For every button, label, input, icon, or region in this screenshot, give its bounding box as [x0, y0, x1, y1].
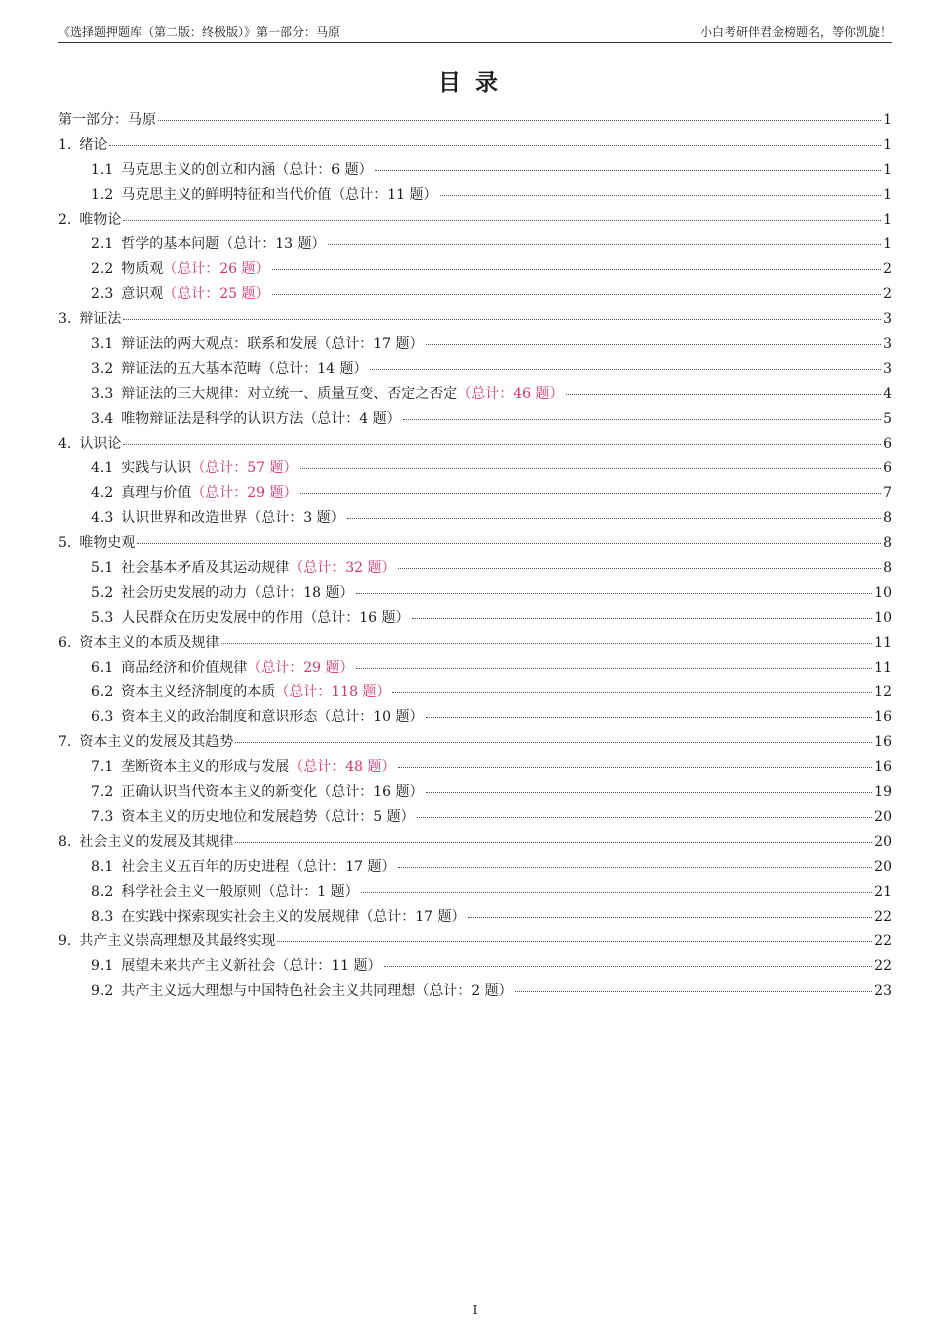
toc-entry-page: 3 [883, 360, 892, 377]
toc-entry-number: 5.2 [91, 584, 114, 601]
toc-subentry[interactable] [58, 680, 892, 705]
toc-entry-title: 资本主义的发展及其趋势 [79, 734, 234, 751]
toc-subentry[interactable] [58, 656, 892, 681]
page-title: 目录 [438, 70, 512, 96]
page-number: I [472, 1303, 478, 1317]
toc-entry-number: 3.3 [91, 385, 114, 402]
toc-entry-title: 资本主义的政治制度和意识形态 [121, 709, 318, 726]
toc-entry-number: 6. [58, 634, 72, 651]
toc-entry-number: 7.3 [91, 808, 114, 825]
dot-leader [515, 991, 873, 992]
toc-entry-count: （总计：17 题） [359, 908, 466, 925]
toc-entry-number: 5.3 [91, 609, 114, 626]
dot-leader [384, 966, 873, 967]
toc-entry-title: 认识论 [79, 435, 122, 452]
dot-leader [123, 444, 881, 445]
toc-entry-title: 马克思主义的创立和内涵 [121, 161, 276, 178]
toc-entry-title: 辩证法的五大基本范畴 [121, 360, 262, 377]
toc-entry-number: 6.3 [91, 709, 114, 726]
toc-subentry[interactable] [58, 780, 892, 805]
toc-entry-number: 4.3 [91, 510, 114, 527]
toc-entry-number: 9.2 [91, 983, 114, 1000]
toc-entry-number: 3.1 [91, 336, 114, 353]
toc-entry-title: 辩证法的三大规律：对立统一、质量互变、否定之否定 [121, 385, 458, 402]
toc-entry[interactable] [58, 929, 892, 954]
dot-leader [328, 244, 882, 245]
toc-entry-number: 1. [58, 136, 72, 153]
toc-entry-page: 23 [874, 983, 892, 1000]
dot-leader [109, 145, 881, 146]
toc-entry-title: 物质观 [121, 261, 164, 278]
toc-subentry[interactable] [58, 805, 892, 830]
toc-entry-title: 资本主义经济制度的本质 [121, 684, 276, 701]
toc-entry-count: （总计：32 题） [289, 560, 396, 577]
toc-entry-title: 辩证法的两大观点：联系和发展 [121, 336, 318, 353]
toc-entry-number: 9.1 [91, 958, 114, 975]
dot-leader [426, 792, 873, 793]
toc-entry-title: 科学社会主义一般原则 [121, 883, 262, 900]
toc-entry[interactable] [58, 108, 892, 133]
toc-entry-page: 6 [883, 460, 892, 477]
toc-entry-count: （总计：6 题） [275, 161, 373, 178]
dot-leader [426, 717, 873, 718]
toc-entry-number: 8.2 [91, 883, 114, 900]
toc-entry-count: （总计：18 题） [247, 584, 354, 601]
dot-leader [272, 269, 882, 270]
toc-entry-page: 19 [874, 784, 892, 801]
toc-entry-number: 7.2 [91, 784, 114, 801]
toc-entry-count: （总计：46 题） [457, 385, 564, 402]
toc-entry-page: 1 [883, 186, 892, 203]
toc-entry-count: （总计：3 题） [247, 510, 345, 527]
toc-entry-title: 真理与价值 [121, 485, 192, 502]
toc-entry[interactable] [58, 531, 892, 556]
toc-subentry[interactable] [58, 581, 892, 606]
dot-leader [566, 394, 882, 395]
toc-entry-page: 7 [883, 485, 892, 502]
toc-subentry[interactable] [58, 905, 892, 930]
dot-leader [370, 369, 882, 370]
toc-subentry[interactable] [58, 282, 892, 307]
header-left: 《选择题押题库（第二版：终极版）》第一部分：马原 [58, 25, 341, 39]
toc-subentry[interactable] [58, 606, 892, 631]
toc-entry-number: 6.2 [91, 684, 114, 701]
toc-entry-title: 正确认识当代资本主义的新变化 [121, 784, 318, 801]
toc-subentry[interactable] [58, 556, 892, 581]
toc-entry-count: （总计：4 题） [303, 410, 401, 427]
toc-entry-count: （总计：1 题） [261, 883, 359, 900]
toc-entry-count: （总计：26 题） [163, 261, 270, 278]
toc-subentry[interactable] [58, 382, 892, 407]
toc-entry-page: 16 [874, 709, 892, 726]
toc-entry-page: 10 [874, 609, 892, 626]
toc-entry[interactable] [58, 730, 892, 755]
toc-subentry[interactable] [58, 979, 892, 1004]
toc-entry-number: 3. [58, 311, 72, 328]
toc-entry-page: 1 [883, 211, 892, 228]
toc-entry-page: 20 [874, 833, 892, 850]
dot-leader [277, 941, 872, 942]
toc-subentry[interactable] [58, 755, 892, 780]
toc-entry-count: （总计：17 题） [289, 858, 396, 875]
toc-entry-count: （总计：29 题） [247, 659, 354, 676]
toc-subentry[interactable] [58, 183, 892, 208]
toc-subentry[interactable] [58, 481, 892, 506]
toc-entry-title: 资本主义的本质及规律 [79, 634, 220, 651]
toc-entry[interactable] [58, 830, 892, 855]
toc-entry-title: 社会主义的发展及其规律 [79, 833, 234, 850]
toc-entry-number: 4.2 [91, 485, 114, 502]
dot-leader [417, 817, 873, 818]
toc-entry-number: 5. [58, 535, 72, 552]
toc-entry-count: （总计：17 题） [317, 336, 424, 353]
toc-entry-title: 商品经济和价值规律 [121, 659, 248, 676]
toc-entry-title: 哲学的基本问题 [121, 236, 220, 253]
toc-entry-page: 16 [874, 734, 892, 751]
dot-leader [300, 468, 882, 469]
dot-leader [235, 742, 872, 743]
toc-entry-title: 共产主义远大理想与中国特色社会主义共同理想 [121, 983, 416, 1000]
toc-entry-number: 5.1 [91, 560, 114, 577]
toc-subentry[interactable] [58, 506, 892, 531]
dot-leader [272, 294, 882, 295]
toc-entry-count: （总计：11 题） [275, 958, 382, 975]
toc-entry-number: 4.1 [91, 460, 114, 477]
toc-entry-count: （总计：16 题） [317, 784, 424, 801]
toc-entry-page: 8 [883, 510, 892, 527]
dot-leader [403, 419, 881, 420]
toc-subentry[interactable] [58, 456, 892, 481]
toc-subentry[interactable] [58, 855, 892, 880]
toc-entry-number: 8.1 [91, 858, 114, 875]
dot-leader [398, 767, 873, 768]
toc-entry-page: 1 [883, 112, 892, 128]
toc-entry-page: 1 [883, 236, 892, 253]
toc-entry-page: 1 [883, 161, 892, 178]
toc-entry-page: 11 [874, 634, 892, 651]
dot-leader [235, 842, 872, 843]
dot-leader [300, 493, 882, 494]
dot-leader [375, 170, 881, 171]
toc-entry-count: （总计：118 题） [275, 684, 391, 701]
dot-leader [392, 692, 872, 693]
toc-subentry[interactable] [58, 158, 892, 183]
toc-entry-title: 实践与认识 [121, 460, 192, 477]
toc-entry-page: 8 [883, 560, 892, 577]
toc-entry-number: 2.3 [91, 286, 114, 303]
toc-entry-count: （总计：48 题） [289, 759, 396, 776]
toc-entry-page: 11 [874, 659, 892, 676]
toc-entry-page: 12 [874, 684, 892, 701]
toc-entry-number: 2. [58, 211, 72, 228]
toc-entry[interactable] [58, 631, 892, 656]
toc-subentry[interactable] [58, 332, 892, 357]
toc-subentry[interactable] [58, 880, 892, 905]
toc-entry-title: 马克思主义的鲜明特征和当代价值 [121, 186, 332, 203]
toc-entry-number: 3.2 [91, 360, 114, 377]
toc-subentry[interactable] [58, 407, 892, 432]
toc-entry-title: 共产主义崇高理想及其最终实现 [79, 933, 276, 950]
toc-entry-title: 唯物史观 [79, 535, 136, 552]
toc-entry-number: 7.1 [91, 759, 114, 776]
dot-leader [398, 867, 873, 868]
toc-entry-number: 8. [58, 833, 72, 850]
toc-entry-number: 4. [58, 435, 72, 452]
toc-entry-page: 5 [883, 410, 892, 427]
dot-leader [356, 593, 873, 594]
toc-entry-title: 辩证法 [79, 311, 122, 328]
toc-entry-page: 22 [874, 958, 892, 975]
toc-entry-count: （总计：2 题） [415, 983, 513, 1000]
toc-entry-title: 意识观 [121, 286, 164, 303]
toc-entry-title: 唯物辩证法是科学的认识方法 [121, 410, 304, 427]
toc-entry-page: 3 [883, 311, 892, 328]
toc-entry[interactable] [58, 133, 892, 158]
toc-entry-number: 9. [58, 933, 72, 950]
toc-entry-title: 唯物论 [79, 211, 122, 228]
toc-entry-title: 社会主义五百年的历史进程 [121, 858, 290, 875]
toc-entry-count: （总计：57 题） [191, 460, 298, 477]
dot-leader [356, 668, 873, 669]
toc-entry-count: （总计：16 题） [303, 609, 410, 626]
toc-entry-title: 垄断资本主义的形成与发展 [121, 759, 290, 776]
toc-entry-page: 22 [874, 908, 892, 925]
toc-entry-page: 16 [874, 759, 892, 776]
toc-subentry[interactable] [58, 954, 892, 979]
toc-entry-title: 第一部分：马原 [58, 112, 156, 128]
toc-entry-count: （总计：25 题） [163, 286, 270, 303]
toc-entry-page: 3 [883, 336, 892, 353]
dot-leader [158, 120, 881, 121]
toc-entry[interactable] [58, 307, 892, 332]
table-of-contents [58, 108, 892, 1004]
dot-leader [440, 195, 882, 196]
toc-entry-count: （总计：5 题） [317, 808, 415, 825]
toc-entry-number: 8.3 [91, 908, 114, 925]
dot-leader [123, 220, 881, 221]
toc-entry-count: （总计：11 题） [331, 186, 438, 203]
toc-entry-title: 社会历史发展的动力 [121, 584, 248, 601]
toc-entry-number: 2.2 [91, 261, 114, 278]
dot-leader [468, 917, 873, 918]
toc-entry-title: 在实践中探索现实社会主义的发展规律 [121, 908, 360, 925]
dot-leader [221, 643, 872, 644]
toc-entry-number: 1.2 [91, 186, 114, 203]
toc-entry-page: 2 [883, 261, 892, 278]
toc-subentry[interactable] [58, 232, 892, 257]
toc-subentry[interactable] [58, 705, 892, 730]
toc-entry-page: 10 [874, 584, 892, 601]
toc-entry-title: 人民群众在历史发展中的作用 [121, 609, 304, 626]
toc-entry-number: 1.1 [91, 161, 114, 178]
toc-entry-page: 4 [883, 385, 892, 402]
toc-entry[interactable] [58, 432, 892, 457]
toc-entry-count: （总计：10 题） [317, 709, 424, 726]
toc-entry-number: 3.4 [91, 410, 114, 427]
toc-entry-count: （总计：14 题） [261, 360, 368, 377]
dot-leader [137, 543, 881, 544]
toc-entry-page: 8 [883, 535, 892, 552]
dot-leader [412, 618, 873, 619]
toc-entry-page: 20 [874, 808, 892, 825]
toc-entry-number: 7. [58, 734, 72, 751]
toc-entry-title: 资本主义的历史地位和发展趋势 [121, 808, 318, 825]
running-header [58, 24, 892, 43]
toc-entry-count: （总计：29 题） [191, 485, 298, 502]
toc-entry-page: 20 [874, 858, 892, 875]
toc-entry-page: 22 [874, 933, 892, 950]
dot-leader [361, 892, 873, 893]
dot-leader [426, 344, 882, 345]
toc-subentry[interactable] [58, 257, 892, 282]
dot-leader [123, 319, 881, 320]
dot-leader [398, 568, 882, 569]
toc-entry-page: 6 [883, 435, 892, 452]
toc-entry-count: （总计：13 题） [219, 236, 326, 253]
toc-entry-title: 绪论 [79, 136, 108, 153]
toc-entry-page: 1 [883, 136, 892, 153]
dot-leader [347, 518, 881, 519]
toc-entry-page: 21 [874, 883, 892, 900]
toc-entry-page: 2 [883, 286, 892, 303]
toc-entry-number: 2.1 [91, 236, 114, 253]
header-right: 小白考研伴君金榜题名，等你凯旋！ [699, 25, 892, 39]
toc-subentry[interactable] [58, 357, 892, 382]
toc-entry-title: 展望未来共产主义新社会 [121, 958, 276, 975]
toc-entry-title: 社会基本矛盾及其运动规律 [121, 560, 290, 577]
toc-entry-title: 认识世界和改造世界 [121, 510, 248, 527]
toc-entry[interactable] [58, 208, 892, 233]
toc-entry-number: 6.1 [91, 659, 114, 676]
